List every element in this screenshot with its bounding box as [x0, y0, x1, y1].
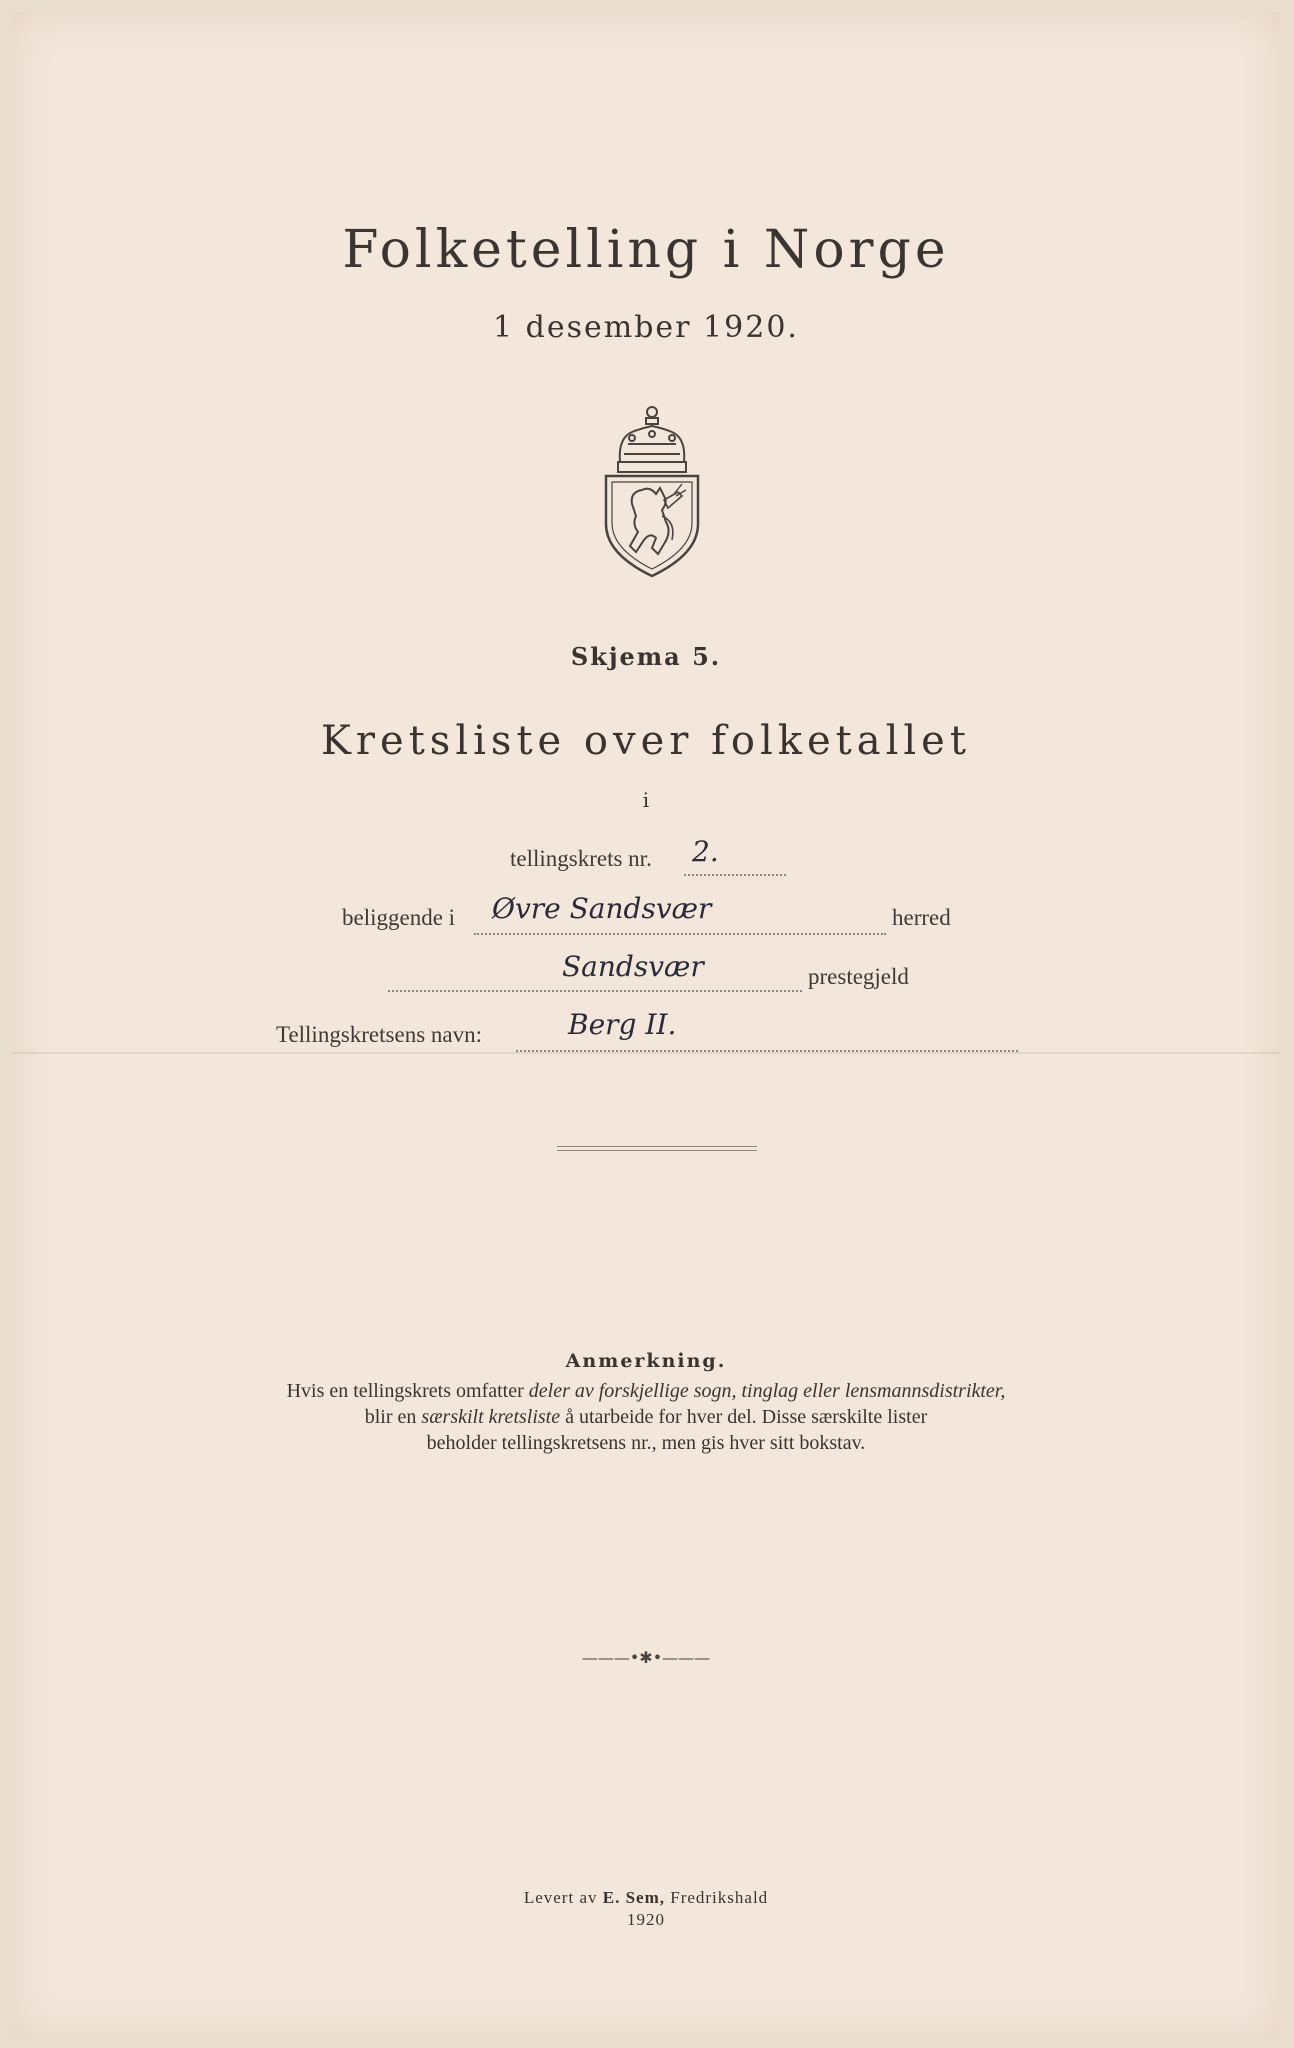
divider-rule: [557, 1150, 757, 1151]
printer-line: Levert av E. Sem, Fredrikshald: [523, 1888, 769, 1907]
district-name-value: Berg II.: [568, 1008, 677, 1041]
note-line-1: Hvis en tellingskrets omfatter deler av forskjellige sogn, tinglag eller lensmannsdistrikter,: [286, 1380, 1006, 1402]
schema-number: Skjema 5.: [570, 642, 722, 671]
ornament-divider: ———•✱•———: [581, 1648, 711, 1667]
krets-number-line: [684, 874, 786, 876]
connector-word: i: [642, 788, 650, 812]
krets-number-label: tellingskrets nr.: [510, 846, 652, 871]
form-heading: Kretsliste over folketallet: [321, 718, 971, 764]
district-name-label: Tellingskretsens navn:: [276, 1022, 482, 1047]
parish-value: Sandsvær: [562, 950, 704, 983]
note-line-3: beholder tellingskretsens nr., men gis hver sitt bokstav.: [426, 1432, 866, 1454]
paper-fold: [12, 1052, 1280, 1054]
location-value: Øvre Sandsvær: [492, 892, 712, 925]
divider-rule: [557, 1146, 757, 1147]
census-form-page: [12, 12, 1280, 2038]
printer-year: 1920: [627, 1910, 665, 1929]
prestegjeld-label: prestegjeld: [808, 964, 909, 989]
parish-line: [388, 990, 802, 992]
herred-label: herred: [892, 905, 951, 930]
krets-number-value: 2.: [692, 835, 719, 868]
location-label: beliggende i: [342, 905, 456, 930]
document-title: Folketelling i Norge: [342, 220, 950, 280]
note-heading: Anmerkning.: [565, 1350, 727, 1372]
census-date: 1 desember 1920.: [493, 310, 799, 345]
note-line-2: blir en særskilt kretsliste å utarbeide for hver del. Disse særskilte lister: [364, 1406, 928, 1428]
district-name-line: [516, 1050, 1018, 1052]
location-line: [474, 933, 886, 935]
norwegian-coat-of-arms-icon: [602, 404, 702, 579]
